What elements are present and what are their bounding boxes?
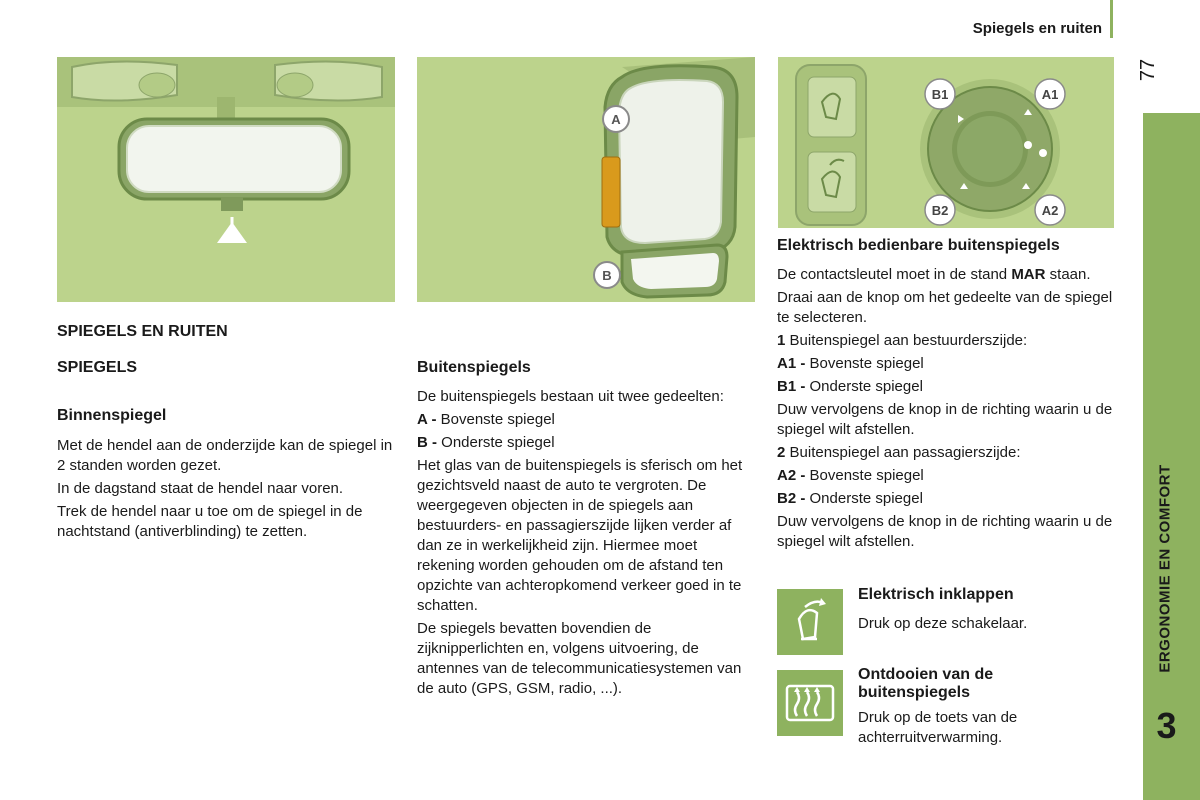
list-text: Bovenste spiegel: [809, 355, 924, 372]
paragraph: [777, 265, 1122, 285]
list-key: A -: [417, 411, 437, 428]
list-key: A2 -: [777, 467, 806, 484]
chapter-number: 3: [1156, 705, 1177, 746]
text-span: De contactsleutel moet in de stand: [777, 266, 1008, 283]
list-key: B2 -: [777, 490, 806, 507]
defrost-icon: [777, 670, 843, 736]
list-text: Bovenste spiegel: [440, 411, 555, 428]
outside-mirrors-heading: Buitenspiegels: [417, 359, 531, 376]
column-2: [417, 358, 757, 702]
paragraph: Draai aan de knop om het gedeelte van de spiegel te selecteren.: [777, 289, 1113, 326]
list-key: B -: [417, 434, 437, 451]
subsection-title: SPIEGELS: [57, 359, 138, 376]
chapter-tab-label-wrap: [1135, 464, 1195, 673]
defrost-heading-line2: buitenspiegels: [858, 684, 971, 701]
list-text: Buitenspiegel aan bestuurderszijde:: [789, 332, 1028, 349]
interior-mirror-heading: Binnenspiegel: [57, 407, 167, 424]
list-item: [777, 354, 1122, 374]
list-text: Onderste spiegel: [441, 434, 555, 451]
paragraph: De spiegels bevatten bovendien de zijknipperlichten en, volgens uitvoering, de antennes van de telecommunicatiesystemen van de auto (GPS, GSM, radio, ...).: [417, 620, 742, 697]
list-key: 2: [777, 444, 786, 461]
text-span: staan.: [1049, 266, 1091, 283]
bold-span: MAR: [1011, 266, 1046, 283]
list-key: 1: [777, 332, 786, 349]
knob-label-b2: B2: [931, 203, 949, 218]
paragraph: De buitenspiegels bestaan uit twee gedeelten:: [417, 388, 724, 405]
list-item: [777, 331, 1122, 351]
knob-label-a2: A2: [1041, 203, 1059, 218]
section-title: SPIEGELS EN RUITEN: [57, 323, 228, 340]
list-item: [417, 410, 757, 430]
interior-mirror-figure: [57, 57, 395, 302]
paragraph: Met de hendel aan de onderzijde kan de spiegel in 2 standen worden gezet.: [57, 437, 393, 474]
list-key: B1 -: [777, 378, 806, 395]
outside-mirror-figure: [417, 57, 755, 302]
fold-heading: Elektrisch inklappen: [858, 586, 1014, 603]
paragraph: Het glas van de buitenspiegels is sferisch om het gezichtsveld naast de auto te vergroten. De weergegeven objecten in de spiegels aan bestuurders- en passagierszijde lijken verder af dan ze in werkelijkheid zijn. Hiermee moet rekening worden gehouden om de afstand ten opzichte van achteropkomend verkeer goed in te schatten.: [417, 457, 743, 614]
paragraph: Druk op de toets van de achterruitverwarming.: [858, 709, 1018, 746]
fold-block: [858, 585, 1123, 637]
list-item: [777, 377, 1122, 397]
header-rule: [1110, 0, 1113, 38]
chapter-tab-label: ERGONOMIE EN COMFORT: [1156, 464, 1174, 673]
mirror-label-b: B: [602, 268, 612, 283]
list-item: [777, 466, 1122, 486]
column-3: [777, 236, 1122, 555]
defrost-block: [858, 666, 1123, 751]
column-1: [57, 322, 397, 545]
paragraph: In de dagstand staat de hendel naar voren.: [57, 480, 344, 497]
list-text: Buitenspiegel aan passagierszijde:: [789, 444, 1021, 461]
knob-label-a1: A1: [1041, 87, 1059, 102]
paragraph: Druk op deze schakelaar.: [858, 615, 1028, 632]
paragraph: Duw vervolgens de knop in de richting waarin u de spiegel wilt afstellen.: [777, 401, 1113, 438]
running-header: Spiegels en ruiten: [972, 20, 1102, 37]
fold-mirror-icon: [777, 589, 843, 655]
list-text: Bovenste spiegel: [809, 467, 924, 484]
list-item: [777, 443, 1122, 463]
list-item: [417, 433, 757, 453]
list-key: A1 -: [777, 355, 806, 372]
page-number: 77: [1137, 58, 1159, 82]
list-text: Onderste spiegel: [809, 490, 923, 507]
paragraph: Trek de hendel naar u toe om de spiegel in de nachtstand (antiverblinding) te zetten.: [57, 503, 363, 540]
electric-mirrors-heading: Elektrisch bedienbare buitenspiegels: [777, 237, 1060, 254]
paragraph: Duw vervolgens de knop in de richting waarin u de spiegel wilt afstellen.: [777, 513, 1113, 550]
list-text: Onderste spiegel: [809, 378, 923, 395]
mirror-label-a: A: [611, 112, 621, 127]
list-item: [777, 489, 1122, 509]
knob-label-b1: B1: [931, 87, 949, 102]
mirror-control-figure: [778, 57, 1114, 228]
defrost-heading-line1: Ontdooien van de: [858, 666, 994, 683]
